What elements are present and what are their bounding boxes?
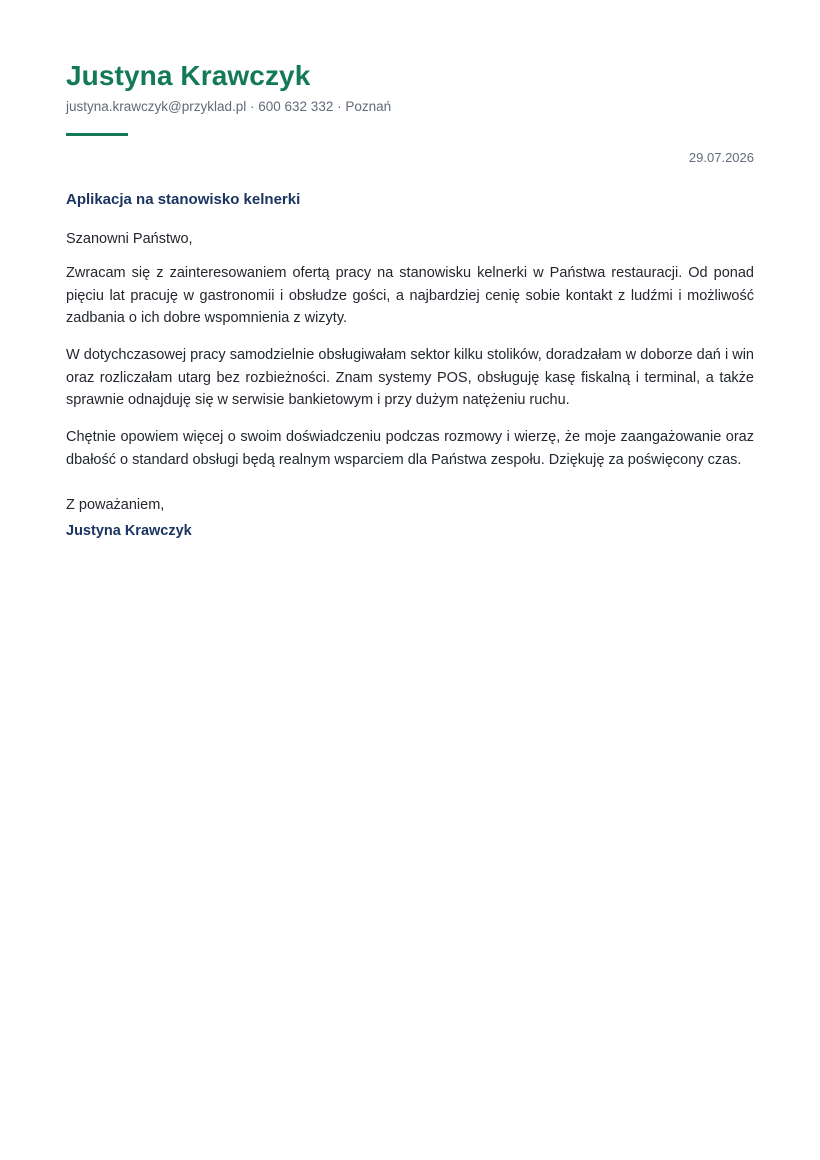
letter-signature: Justyna Krawczyk bbox=[66, 523, 192, 539]
letter-paragraph-3: Chętnie opowiem więcej o swoim doświadczeniu podczas rozmowy i wierzę, że moje zaangażowanie oraz dbałość o standard obsługi będą realnym wsparciem dla Państwa zespołu. Dziękuję za poświęcony czas. bbox=[66, 429, 754, 468]
accent-divider bbox=[66, 133, 128, 136]
sender-name: Justyna Krawczyk bbox=[66, 60, 311, 91]
letter-closing: Z poważaniem, bbox=[66, 497, 165, 513]
letter-paragraph-1: Zwracam się z zainteresowaniem ofertą pracy na stanowisku kelnerki w Państwa restauracji. Od ponad pięciu lat pracuję w gastronomii i obsłudze gości, a najbardziej cenię sobie kontakt z ludźmi i możliwość zadbania o ich dobre wspomnienia z wizyty. bbox=[66, 265, 754, 326]
letter-subject: Aplikacja na stanowisko kelnerki bbox=[66, 191, 301, 208]
letter-greeting: Szanowni Państwo, bbox=[66, 231, 193, 247]
letter-paragraph-2: W dotychczasowej pracy samodzielnie obsługiwałam sektor kilku stolików, doradzałam w doborze dań i win oraz rozliczałam utarg bez rozbieżności. Znam systemy POS, obsługuję kasę fiskalną i terminal, a także sprawnie odnajduję się w serwisie bankietowym i przy dużym natężeniu ruchu. bbox=[66, 347, 754, 408]
cover-letter bbox=[66, 58, 754, 542]
sender-contact: justyna.krawczyk@przyklad.pl · 600 632 332 · Poznań bbox=[66, 99, 392, 114]
letter-date: 29.07.2026 bbox=[688, 150, 754, 165]
